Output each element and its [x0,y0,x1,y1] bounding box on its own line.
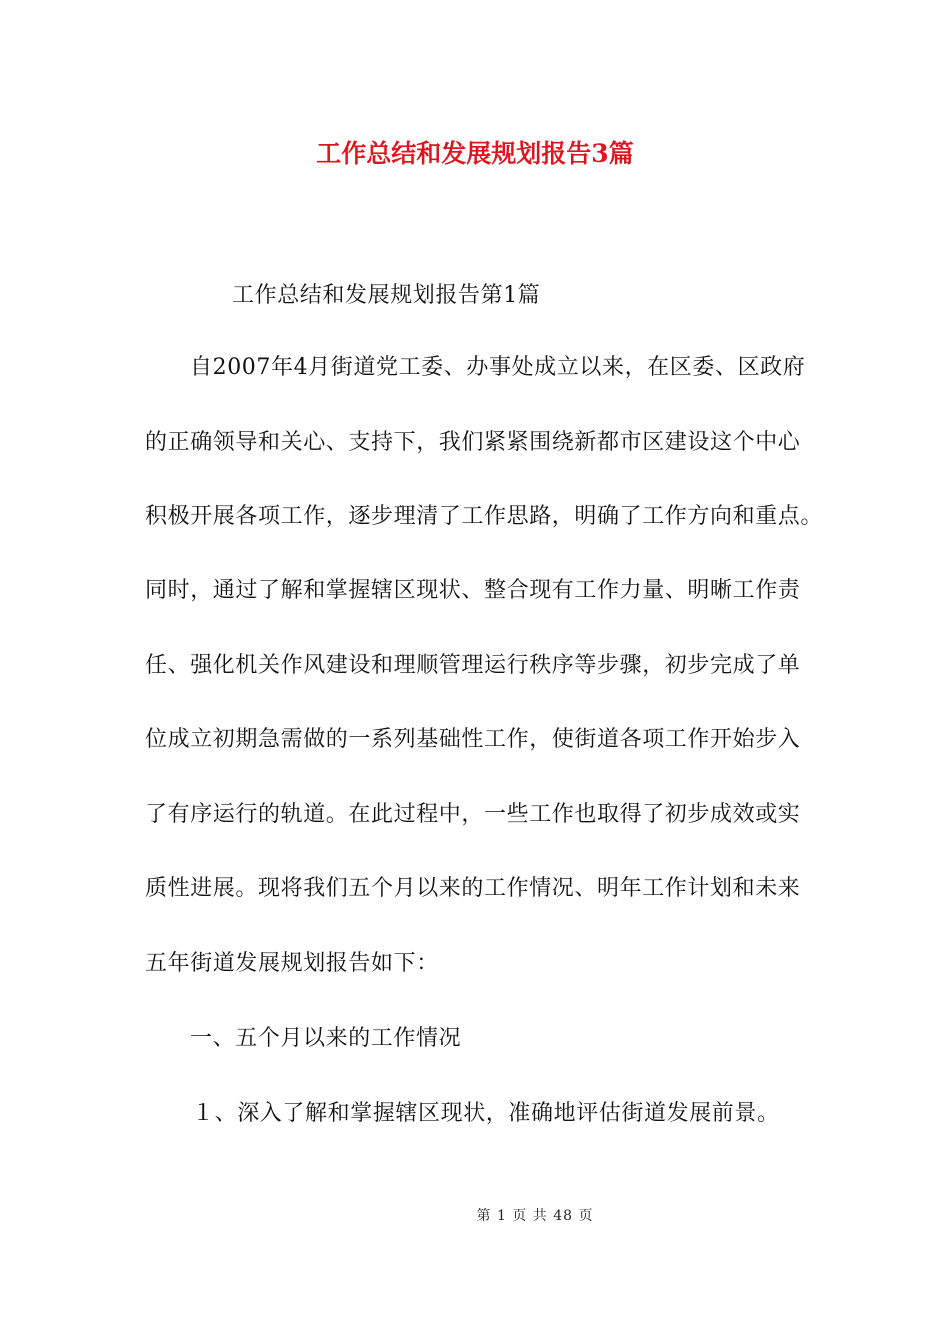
paragraph-line-9: 五年街道发展规划报告如下： [145,951,439,976]
paragraph-line-7: 了有序运行的轨道。在此过程中，一些工作也取得了初步成效或实 [145,802,801,827]
paragraph-line-6: 位成立初期急需做的一系列基础性工作，使街道各项工作开始步入 [145,727,801,752]
paragraph-line-8: 质性进展。现将我们五个月以来的工作情况、明年工作计划和未来 [145,876,801,901]
item-heading: １、深入了解和掌握辖区现状，准确地评估街道发展前景。 [192,1101,780,1126]
paragraph-line-1: 自2007年4月街道党工委、办事处成立以来，在区委、区政府 [190,355,806,380]
paragraph-line-2: 的正确领导和关心、支持下，我们紧紧围绕新都市区建设这个中心 [145,430,801,455]
page-number-footer: 第 1 页 共 48 页 [476,1208,594,1224]
paragraph-line-5: 任、强化机关作风建设和理顺管理运行秩序等步骤，初步完成了单 [145,653,801,678]
section-heading: 一、五个月以来的工作情况 [190,1026,462,1051]
section-subtitle: 工作总结和发展规划报告第1篇 [232,283,541,308]
paragraph-line-3: 积极开展各项工作，逐步理清了工作思路，明确了工作方向和重点。 [145,504,824,529]
paragraph-line-4: 同时，通过了解和掌握辖区现状、整合现有工作力量、明晰工作责 [145,578,801,603]
document-title: 工作总结和发展规划报告3篇 [316,139,634,168]
